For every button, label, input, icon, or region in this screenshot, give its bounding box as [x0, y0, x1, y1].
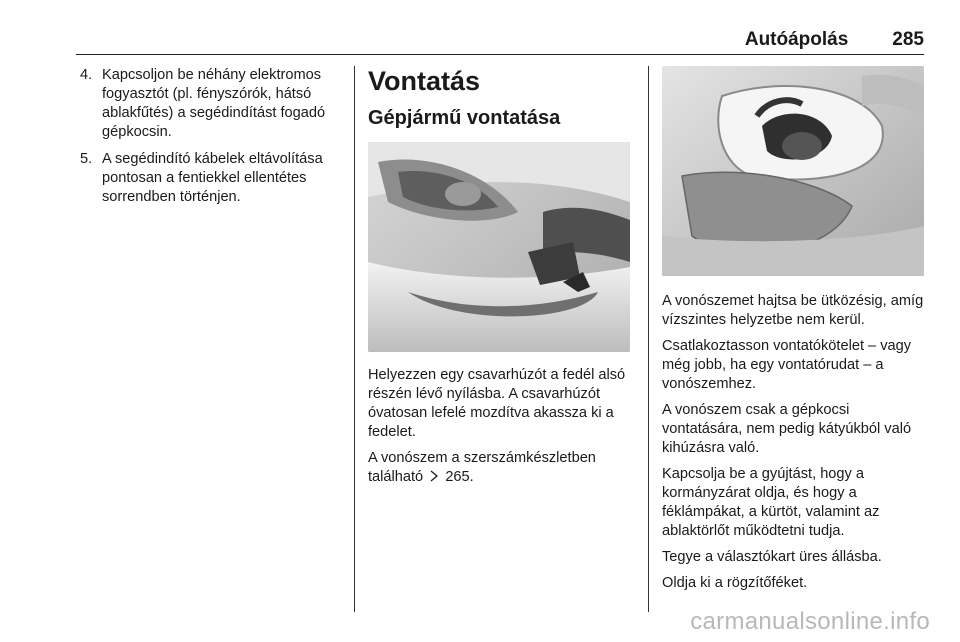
section-heading: Vontatás	[368, 66, 481, 96]
subsection-heading: Gépjármű vontatása	[368, 107, 561, 129]
page-number: 285	[892, 29, 924, 50]
column-divider	[354, 66, 355, 612]
page-reference: 265.	[445, 469, 474, 485]
instruction-paragraph: Kapcsolja be a gyújtást, hogy a kormányzárat oldja, és hogy a féklámpákat, a kürtöt, valamint az ablaktörlőt működtetni tudja.	[662, 466, 880, 539]
column-2	[368, 66, 636, 494]
page-reference-arrow-icon	[429, 470, 439, 482]
car-front-bumper-image	[368, 142, 630, 352]
section-title: Autóápolás	[744, 29, 849, 50]
column-3	[662, 66, 930, 600]
column-divider	[648, 66, 649, 612]
instruction-paragraph: Csatlakoztasson vontatókötelet – vagy még jobb, ha egy vontatórudat – a vonószemhez.	[662, 338, 912, 392]
column-1	[80, 66, 342, 215]
step-text: Kapcsoljon be néhány elektromos fogyasztót (pl. fényszórók, hátsó ablakfűtés) a segédindítást fogadó gépkocsin.	[102, 67, 326, 140]
step-list	[80, 66, 342, 207]
instruction-paragraph: A vonószem csak a gépkocsi vontatására, nem pedig kátyúkból való kihúzásra való.	[662, 402, 912, 456]
instruction-paragraph: A vonószem a szerszámkészletben található 265.	[368, 450, 596, 485]
towing-eye-cover-image	[662, 66, 924, 276]
step-text: A segédindító kábelek eltávolítása pontosan a fentiekkel ellentétes sorrendben történjen.	[102, 151, 323, 205]
step-item	[80, 66, 342, 142]
instruction-paragraph: Helyezzen egy csavarhúzót a fedél alsó részén lévő nyílásba. A csavarhúzót óvatosan lefelé mozdítva akassza ki a fedelet.	[368, 367, 626, 440]
instruction-paragraph: A vonószemet hajtsa be ütközésig, amíg vízszintes helyzetbe nem kerül.	[662, 293, 924, 328]
instruction-paragraph: Tegye a választókart üres állásba.	[662, 549, 882, 565]
step-item	[80, 150, 342, 207]
step-number: 4.	[80, 67, 93, 83]
instruction-paragraph: Oldja ki a rögzítőféket.	[662, 575, 808, 591]
page-header	[76, 26, 924, 55]
site-watermark: carmanualsonline.info	[690, 608, 930, 635]
step-number: 5.	[80, 151, 93, 167]
